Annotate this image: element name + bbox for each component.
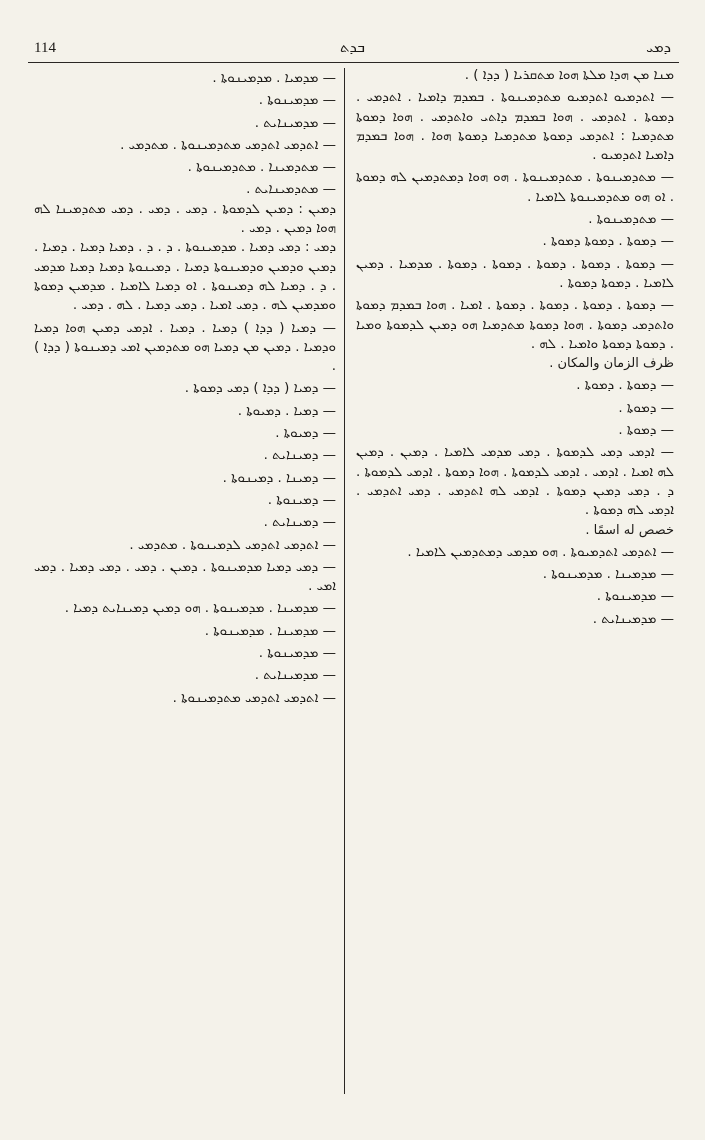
dictionary-entry: — ܕܡܝ ܕܡܝܐ ܡܕܡܝܢܘܬܐ . ܕܡܝܢ . ܕܡܝ . ܕܡܝ ܕܡܝܐ . ܕܡܝ ܐܡܝ . bbox=[34, 559, 336, 595]
dictionary-entry: — ܕܡܝܢܘܬܐ . bbox=[267, 492, 336, 508]
dictionary-entry: — ܡܬܕܡܝܢܐ . ܡܬܕܡܝܢܘܬܐ . bbox=[187, 160, 336, 176]
dictionary-entry: — ܐܬܕܡܝܘ ܐܬܕܡܝܘ ܡܬܕܡܝܢܘܬܐ . ܒܡܕܡ ܕܐܡܝܐ . ܐܬܕܡܝ . ܕܡܘܬܐ . ܐܬܕܡܝ . ܗܘܐ ܒܡܕܡ ܕܐܬܝ ܘܐܬܕܡܝ . ܗܘܐ ܕܡܘܬܐ ܡܬܕܡܝܐ : ܐܬܕܡܝ ܕܡܘܬܐ ܡܬܕܡܝܐ ܕܡܘܬܐ ܗܘܐ . ܗܘܐ ܒܡܕܡ ܕܐܡܝܐ ܐܬܕܡܝܘ . bbox=[356, 90, 674, 164]
dictionary-entry: — ܐܬܕܡܝ ܐܬܕܡܝ ܡܬܕܡܝܢܘܬܐ . bbox=[172, 690, 336, 706]
dictionary-entry: — ܕܡܝܐ . ܕܡܝܘܬܐ . bbox=[237, 403, 336, 419]
header-rule bbox=[28, 62, 679, 63]
dictionary-entry: — ܡܬܕܡܝܢܘܬܐ . ܡܬܕܡܝܢܘܬܐ . ܗܘ ܗܘܐ ܕܡܬܕܡܝܢ ܠܗ ܕܡܘܬܐ . ܐܘ ܗܘ ܡܬܕܡܝܢܘܬܐ ܠܐܡܝܐ . bbox=[356, 170, 674, 205]
dictionary-entry: ܡܢܐ ܡܢ ܗܕܐ ܡܠܬܐ ܗܘܐ ܡܬܩܪܝܐ ( ܕܕܐ ) . bbox=[464, 68, 674, 83]
page-header bbox=[30, 34, 675, 60]
dictionary-entry: — ܕܡܘܬܐ . bbox=[618, 400, 674, 416]
dictionary-entry: — ܡܕܡܝܢܐܝܬ . bbox=[254, 115, 336, 131]
dictionary-entry: — ܡܕܡܝܢܐ . ܡܕܡܝܢܘܬܐ . ܗܘ ܕܡܝܢ ܕܡܝܢܐܝܬ ܕܡܝܐ . bbox=[64, 601, 336, 617]
dictionary-entry: — ܕܡܝܐ ( ܕܕܐ ) ܕܡܝ ܕܡܘܬܐ . bbox=[184, 381, 336, 397]
dictionary-entry: — ܐܬܕܡܝ ܐܬܕܡܝ ܠܕܡܝܢܘܬܐ . ܡܬܕܡܝ . bbox=[129, 537, 336, 553]
dictionary-entry: — ܕܡܝܘܬܐ . bbox=[275, 426, 336, 442]
dictionary-entry: — ܕܡܝܢܐܝܬ . bbox=[263, 515, 336, 531]
dictionary-entry: ܕܡܝ : ܕܡܝ ܕܡܝܐ . ܡܕܡܝܢܘܬܐ . ܕ . ܕ . ܕܡܝܐ ܕܡܝܐ . ܕܡܝܐ . ܕܡܝܢ ܘܕܡܝܢ ܘܕܡܝܢܘܬܐ ܕܡܝܐ . ܕܡܝܢܘܬܐ ܕܡܝܐ ܕܡܝܐ ܡܕܡܝ . ܕ . ܕܡܝܐ ܠܗ ܕܡܝܢܘܬܐ . ܐܘ ܕܡܝܐ ܠܐܡܝܐ . ܡܕܡܝܢ ܕܡܘܬܐ ܘܡܕܡܝܢ ܠܗ . ܕܡܝ ܐܡܝܐ . ܕܡܝ ܕܡܝܐ . ܠܗ . ܕܡܝ . bbox=[34, 240, 336, 314]
dictionary-entry: — ܡܕܡܝܢܘܬܐ . bbox=[258, 646, 336, 662]
dictionary-entry: — ܕܡܝܢܐ . ܕܡܝܢܘܬܐ . bbox=[222, 470, 336, 486]
dictionary-entry: — ܕܡܘܬܐ . ܕܡܘܬܐ . bbox=[576, 378, 674, 394]
dictionary-entry: ظرف الزمان والمكان . bbox=[549, 356, 674, 372]
left-column bbox=[34, 66, 336, 708]
column-divider bbox=[344, 68, 345, 1094]
dictionary-entry: — ܐܬܕܡܝ ܐܬܕܡܝܘܬܐ . ܗܘ ܡܕܡܝ ܕܡܬܕܡܝܢ ܠܐܡܝܐ . bbox=[407, 544, 674, 560]
dictionary-entry: — ܕܡܝܢܐܝܬ . bbox=[263, 448, 336, 464]
running-title: ܒܕܬ bbox=[339, 38, 366, 56]
dictionary-entry: — ܡܕܡܝܢܐ . ܡܕܡܝܢܘܬܐ . bbox=[542, 567, 674, 583]
right-column bbox=[356, 66, 674, 629]
dictionary-entry: — ܕܡܘܬܐ . bbox=[618, 423, 674, 439]
dictionary-entry: — ܡܕܡܝܢܐܝܬ . bbox=[592, 611, 674, 627]
dictionary-entry: — ܡܕܡܝܢܐܝܬ . bbox=[254, 668, 336, 684]
dictionary-entry: — ܡܬܕܡܝܢܘܬܐ . bbox=[588, 212, 674, 228]
dictionary-entry: — ܕܡܘܬܐ . ܕܡܘܬܐ . ܕܡܘܬܐ . ܕܡܘܬܐ . ܐܡܝܐ . ܗܘܐ ܒܡܕܡ ܕܡܘܬܐ ܘܐܬܕܡܝ ܕܡܘܬܐ . ܗܘܐ ܕܡܘܬܐ ܡܬܕܡܝܐ ܗܘ ܕܡܝܢ ܠܕܡܘܬܐ ܘܡܝܐ . ܕܡܘܬܐ ܕܡܘܬܐ ܘܐܡܝܐ . ܠܗ . bbox=[356, 298, 674, 352]
dictionary-entry: — ܕܡܘܬܐ . ܕܡܘܬܐ ܕܡܘܬܐ . bbox=[542, 234, 674, 250]
dictionary-entry: ܕܡܝܢ : ܕܡܝܢ ܠܕܡܘܬܐ . ܕܡܝ . ܕܡܝ . ܕܡܝ ܡܬܕܡܝܢܐ ܠܗ ܗܘܐ ܕܡܝܢ . ܕܡܝ . bbox=[34, 201, 336, 237]
dictionary-entry: — ܡܕܡܝܐ . ܡܕܡܝܢܘܬܐ . bbox=[212, 71, 336, 86]
dictionary-entry: — ܡܬܕܡܝܢܐܝܬ . bbox=[246, 182, 336, 198]
corner-word: ܕܡܝ bbox=[646, 38, 671, 56]
dictionary-entry: — ܡܕܡܝܢܘܬܐ . bbox=[596, 589, 674, 605]
dictionary-entry: — ܕܡܝܐ ( ܕܕܐ ) ܕܡܝܐ . ܕܡܝܐ . ܐܕܡܝ ܕܡܝܢ ܗܘܐ ܕܡܝܐ ܘܕܡܝܐ . ܕܡܝܢ ܡܢ ܕܡܝܐ ܗܘ ܡܬܕܡܝܢ ܐܡܝ ܕܡܝܢܘܬܐ ( ܕܕܐ ) . bbox=[34, 320, 336, 375]
page-number: 114 bbox=[34, 40, 56, 56]
dictionary-entry: — ܡܕܡܝܢܘܬܐ . bbox=[258, 93, 336, 109]
dictionary-entry: خصص له اسمًا . bbox=[585, 522, 674, 538]
dictionary-entry: — ܐܕܡܝ ܕܡܝ ܠܕܡܘܬܐ . ܕܡܝ ܡܕܡܝ ܠܐܡܝܐ . ܕܡܝܢ . ܕܡܝܢ ܠܗ ܐܡܝܐ . ܐܕܡܝ . ܐܕܡܝ ܠܕܡܘܬܐ . ܗܘܐ ܕܡܘܬܐ . ܐܕܡܝ ܠܕܡܘܬܐ . ܕ . ܕܡܝ ܕܡܝܢ ܕܡܘܬܐ . ܐܕܡܝ ܠܗ ܐܬܕܡܝ . ܕܡܝ ܐܬܕܡܝ . ܐܕܡܝ ܠܗ ܕܡܘܬܐ . bbox=[356, 445, 674, 519]
dictionary-entry: — ܡܕܡܝܢܐ . ܡܕܡܝܢܘܬܐ . bbox=[204, 623, 336, 639]
dictionary-entry: — ܐܬܕܡܝ ܐܬܕܡܝ ܡܬܕܡܝܢܘܬܐ . ܡܬܕܡܝ . bbox=[120, 137, 336, 153]
dictionary-entry: — ܕܡܘܬܐ . ܕܡܘܬܐ . ܕܡܘܬܐ . ܕܡܘܬܐ . ܕܡܘܬܐ . ܡܕܡܝܐ . ܕܡܝܢ ܠܐܡܝܐ . ܕܡܘܬܐ ܕܡܘܬܐ . bbox=[356, 256, 674, 291]
